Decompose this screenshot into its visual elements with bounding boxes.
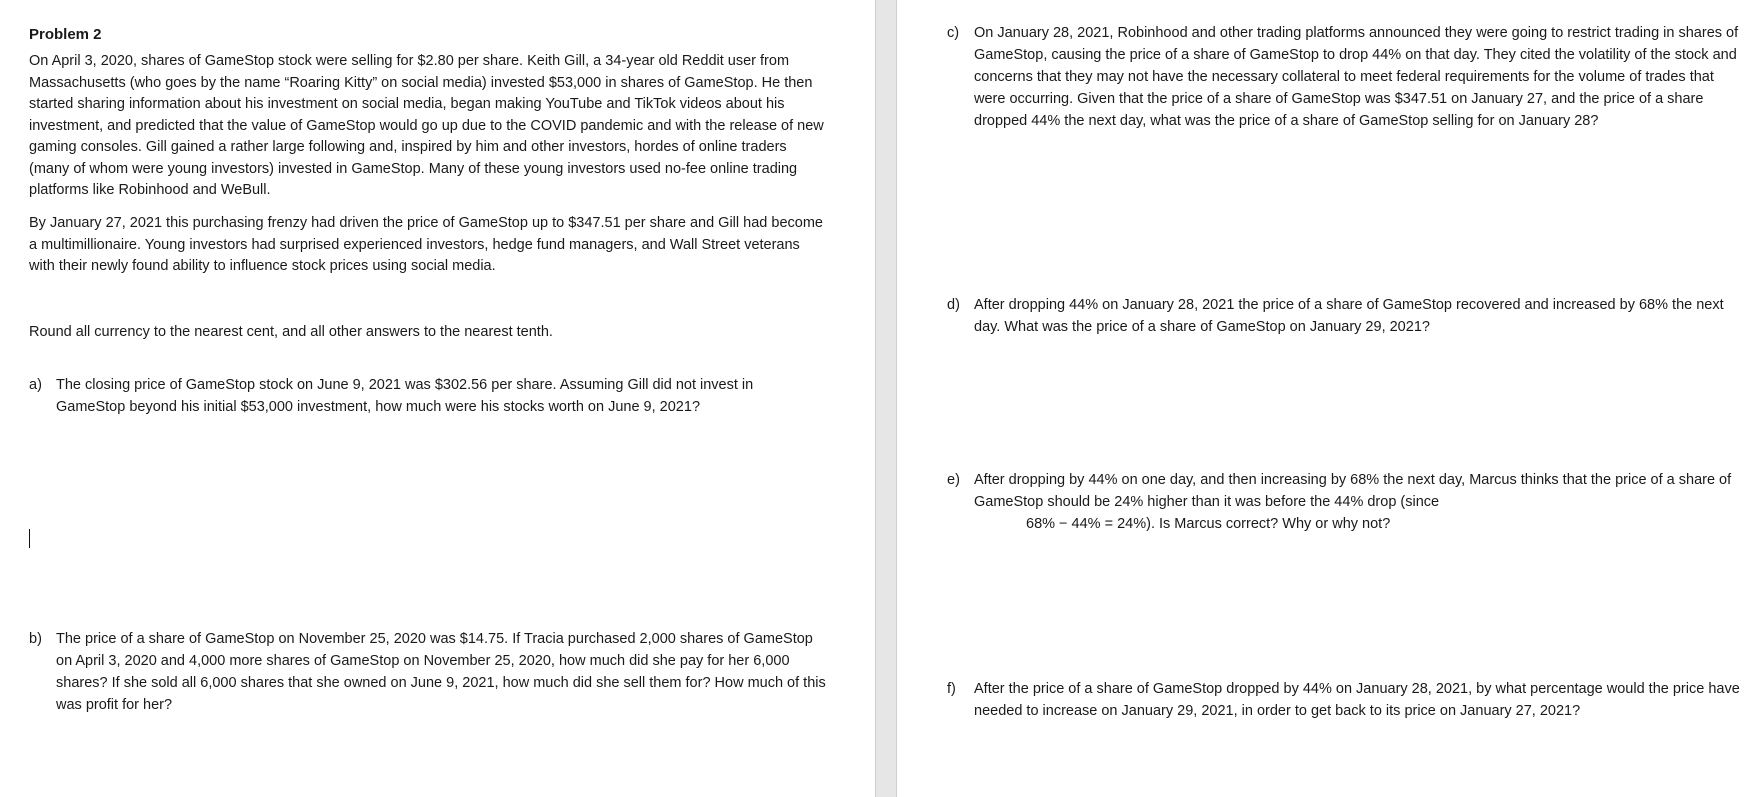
question-d-label: d) — [947, 297, 960, 313]
question-c-text: On January 28, 2021, Robinhood and other trading platforms announced they were going to restrict trading in shares of GameStop, causing the price of a share of GameStop to drop 44% on that day. They cited the volatility of the stock and concerns that they may not have the necessary collateral to meet federal requirements for the volume of trades that were occurring. Given that the price of a share of GameStop was $347.51 on January 27, and the price of a share dropped 44% the next day, what was the price of a share of GameStop selling for on January 28? — [974, 25, 1739, 129]
question-e-label: e) — [947, 472, 960, 488]
question-c-label: c) — [947, 25, 960, 41]
question-a — [29, 374, 789, 418]
document-page-left — [0, 0, 875, 797]
rounding-instruction: Round all currency to the nearest cent, and all other answers to the nearest tenth. — [29, 324, 553, 340]
question-d — [947, 294, 1747, 338]
question-d-text: After dropping 44% on January 28, 2021 the price of a share of GameStop recovered and increased by 68% the next day. What was the price of a share of GameStop on January 29, 2021? — [974, 297, 1724, 335]
question-b-text: The price of a share of GameStop on November 25, 2020 was $14.75. If Tracia purchased 2,000 shares of GameStop on April 3, 2020 and 4,000 more shares of GameStop on November 25, 2020, how much did she pay for her 6,000 shares? If she sold all 6,000 shares that she owned on June 9, 2021, how much did she sell them for? How much of this was profit for her? — [56, 631, 826, 713]
question-a-text: The closing price of GameStop stock on June 9, 2021 was $302.56 per share. Assuming Gill did not invest in GameStop beyond his initial $53,000 investment, how much were his stocks worth on June 9, 2021? — [56, 377, 754, 415]
question-c — [947, 22, 1747, 132]
question-f-label: f) — [947, 681, 956, 697]
document-page-right — [897, 0, 1759, 797]
question-e-body — [974, 469, 1747, 535]
question-b — [29, 628, 829, 716]
intro-paragraph-2: By January 27, 2021 this purchasing frenzy had driven the price of GameStop up to $347.51 per share and Gill had become a multimillionaire. Young investors had surprised experienced investors, hedge fund managers, and Wall Street veterans with their newly found ability to influence stock prices using social media. — [29, 215, 823, 274]
question-f-text: After the price of a share of GameStop dropped by 44% on January 28, 2021, by what percentage would the price have needed to increase on January 29, 2021, in order to get back to its price on January 27, 2021? — [974, 681, 1740, 719]
page-gap — [875, 0, 897, 797]
problem-title: Problem 2 — [29, 26, 102, 43]
intro-paragraph-1: On April 3, 2020, shares of GameStop stock were selling for $2.80 per share. Keith Gill, a 34-year old Reddit user from Massachusetts (who goes by the name “Roaring Kitty” on social media) invested $53,000 in shares of GameStop. He then started sharing information about his investment on social media, began making YouTube and TikTok videos about his investment, and predicted that the value of GameStop would go up due to the COVID pandemic and with the release of new gaming consoles. Gill gained a rather large following and, inspired by him and other investors, hordes of online traders (many of whom were young investors) invested in GameStop. Many of these young investors used no-fee online trading platforms like Robinhood and WeBull. — [29, 53, 824, 198]
text-cursor — [29, 529, 30, 548]
question-e — [947, 469, 1747, 535]
question-b-label: b) — [29, 631, 42, 647]
question-f — [947, 678, 1747, 722]
question-e-text: After dropping by 44% on one day, and then increasing by 68% the next day, Marcus thinks that the price of a share of GameStop should be 24% higher than it was before the 44% drop (since — [974, 472, 1732, 510]
question-e-equation: 68% − 44% = 24%). Is Marcus correct? Why or why not? — [1026, 516, 1391, 532]
question-a-label: a) — [29, 377, 42, 393]
